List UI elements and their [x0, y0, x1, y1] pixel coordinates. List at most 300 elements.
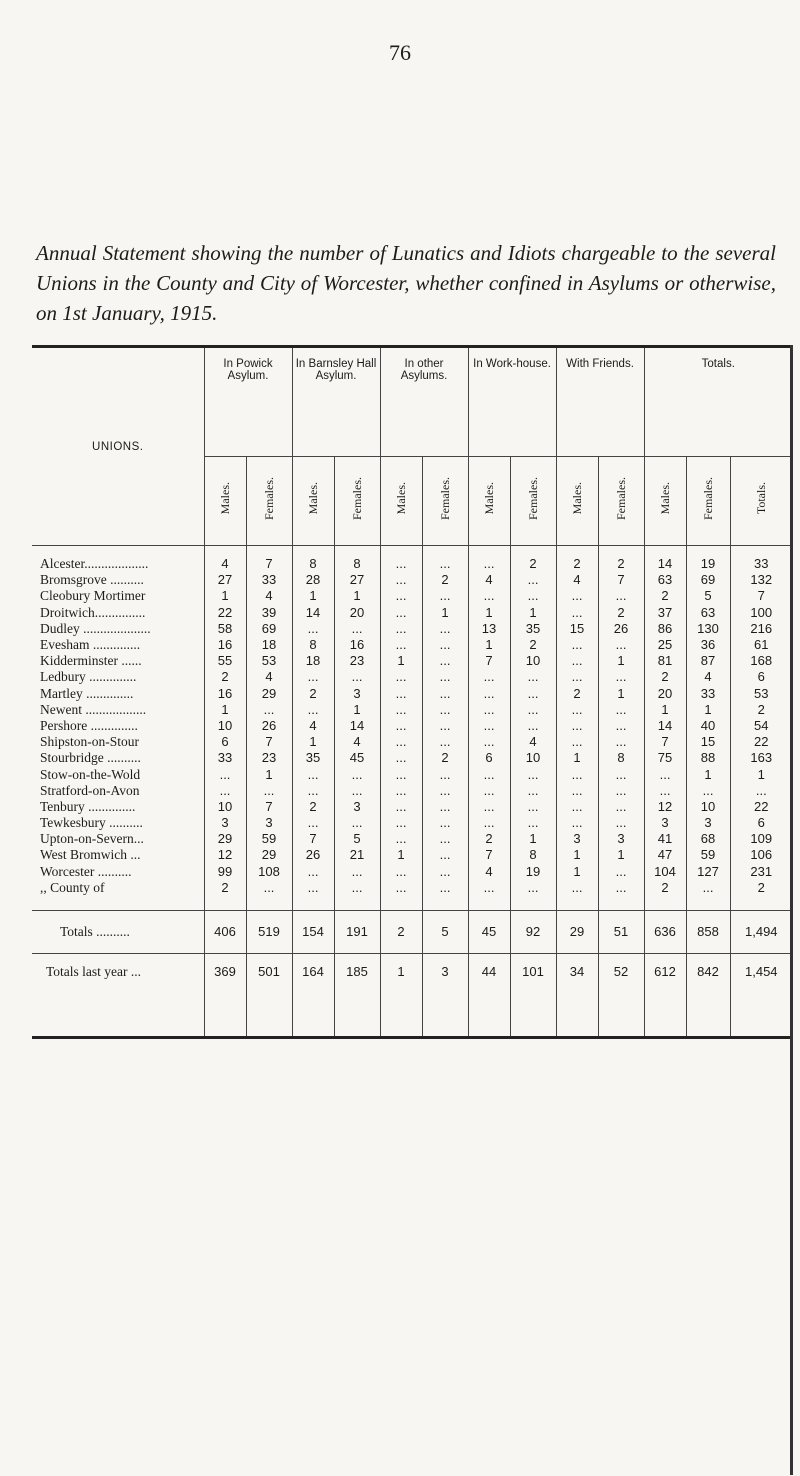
sub-header-males: Males.: [204, 457, 246, 546]
union-name: Tenbury ..............: [40, 798, 136, 814]
table-cell: 127: [686, 864, 730, 880]
page-edge-rule: [790, 345, 793, 1475]
table-cell: 58: [204, 621, 246, 637]
group-header-powick: In Powick Asylum.: [204, 347, 292, 457]
table-cell: 3: [598, 831, 644, 847]
table-row: [32, 750, 792, 766]
table-cell: ...: [468, 766, 510, 782]
table-cell: ...: [510, 686, 556, 702]
table-cell: ...: [292, 864, 334, 880]
union-name: Worcester ..........: [40, 863, 132, 879]
table-cell: 4: [468, 572, 510, 588]
table-row: [32, 864, 792, 880]
table-cell: 47: [644, 847, 686, 863]
totals-row: [32, 910, 792, 953]
table-cell: ...: [556, 588, 598, 604]
table-cell: ...: [380, 831, 422, 847]
union-name: Stourbridge ..........: [40, 750, 141, 766]
table-cell: ...: [380, 799, 422, 815]
table-cell: 37: [644, 605, 686, 621]
table-cell: 1: [380, 847, 422, 863]
table-cell: ...: [556, 653, 598, 669]
table-cell: 33: [686, 686, 730, 702]
table-cell: 55: [204, 653, 246, 669]
table-cell: ...: [468, 718, 510, 734]
table-cell: ...: [334, 815, 380, 831]
table-cell: ...: [598, 637, 644, 653]
sub-header-females: Females.: [334, 457, 380, 546]
table-cell: ...: [644, 766, 686, 782]
table-cell: 63: [644, 572, 686, 588]
table-cell: ...: [556, 605, 598, 621]
table-cell: ...: [468, 815, 510, 831]
table-cell: ...: [510, 880, 556, 896]
table-cell: ...: [334, 880, 380, 896]
table-cell: 87: [686, 653, 730, 669]
table-cell: 22: [730, 734, 792, 750]
table-cell: 5: [686, 588, 730, 604]
table-cell: 26: [246, 718, 292, 734]
sub-header-males: Males.: [380, 457, 422, 546]
table-cell: ...: [422, 718, 468, 734]
table-cell: 75: [644, 750, 686, 766]
spacer-cell: [422, 896, 468, 911]
table-cell: 4: [556, 572, 598, 588]
table-cell: ...: [686, 783, 730, 799]
table-cell: ...: [598, 799, 644, 815]
table-cell: 20: [334, 605, 380, 621]
table-cell: 29: [204, 831, 246, 847]
table-cell: 1: [598, 847, 644, 863]
group-header-other-asylums: In other Asylums.: [380, 347, 468, 457]
sub-header-females: Females.: [510, 457, 556, 546]
table-row: [32, 605, 792, 621]
table-cell: ...: [246, 880, 292, 896]
table-cell: ...: [334, 864, 380, 880]
table-cell: 1: [556, 750, 598, 766]
union-name: Totals last year ...: [32, 953, 204, 1037]
table-cell: ...: [292, 702, 334, 718]
table-cell: ...: [510, 815, 556, 831]
table-cell: ...: [380, 750, 422, 766]
table-cell: 612: [644, 953, 686, 1037]
union-name: Upton-on-Severn...: [40, 831, 144, 847]
table-cell: 35: [510, 621, 556, 637]
table-row: [32, 588, 792, 604]
table-cell: 61: [730, 637, 792, 653]
table-cell: ...: [380, 864, 422, 880]
table-cell: ...: [598, 815, 644, 831]
table-cell: 132: [730, 572, 792, 588]
table-cell: 1: [556, 864, 598, 880]
table-cell: ...: [422, 702, 468, 718]
table-cell: 519: [246, 910, 292, 953]
table-cell: ...: [510, 702, 556, 718]
union-name: Martley ..............: [40, 685, 134, 701]
table-cell: 2: [510, 546, 556, 573]
table-cell: 7: [598, 572, 644, 588]
table-cell: ...: [422, 783, 468, 799]
table-cell: 231: [730, 864, 792, 880]
table-cell: 15: [556, 621, 598, 637]
spacer-cell: [468, 896, 510, 911]
table-cell: 369: [204, 953, 246, 1037]
table-cell: ...: [380, 815, 422, 831]
table-cell: ...: [292, 621, 334, 637]
table-cell: ...: [334, 621, 380, 637]
table-cell: ...: [380, 588, 422, 604]
union-name: Totals ..........: [32, 910, 204, 953]
table-cell: 4: [246, 669, 292, 685]
union-name: Shipston-on-Stour: [40, 734, 140, 750]
table-cell: 1: [292, 588, 334, 604]
table-cell: 4: [334, 734, 380, 750]
union-name: Newent ..................: [40, 701, 147, 717]
table-cell: ...: [422, 686, 468, 702]
spacer-cell: [510, 896, 556, 911]
table-cell: ...: [380, 766, 422, 782]
spacer-cell: [292, 896, 334, 911]
table-cell: 8: [334, 546, 380, 573]
table-cell: 6: [730, 815, 792, 831]
table-cell: 2: [598, 546, 644, 573]
table-cell: 7: [246, 734, 292, 750]
table-cell: 14: [334, 718, 380, 734]
table-cell: 92: [510, 910, 556, 953]
table-cell: 7: [468, 653, 510, 669]
table-cell: 1: [644, 702, 686, 718]
table-cell: ...: [556, 766, 598, 782]
table-cell: ...: [292, 669, 334, 685]
table-cell: ...: [556, 669, 598, 685]
table-cell: ...: [380, 637, 422, 653]
table-cell: 52: [598, 953, 644, 1037]
spacer-cell: [644, 896, 686, 911]
table-cell: ...: [422, 799, 468, 815]
table-cell: 1: [334, 588, 380, 604]
table-cell: ...: [334, 669, 380, 685]
table-row: [32, 686, 792, 702]
table-cell: ...: [380, 734, 422, 750]
table-cell: 12: [644, 799, 686, 815]
table-cell: 63: [686, 605, 730, 621]
table-cell: 22: [204, 605, 246, 621]
table-cell: 69: [686, 572, 730, 588]
union-name: Stratford-on-Avon: [40, 782, 140, 798]
table-cell: 14: [644, 718, 686, 734]
table-row: [32, 766, 792, 782]
table-cell: ...: [422, 831, 468, 847]
table-cell: 28: [292, 572, 334, 588]
table-cell: 1: [556, 847, 598, 863]
table-cell: 2: [204, 669, 246, 685]
table-row: [32, 799, 792, 815]
union-name: Kidderminster ......: [40, 653, 142, 669]
table-cell: 858: [686, 910, 730, 953]
table-cell: ...: [468, 669, 510, 685]
table-cell: 8: [292, 546, 334, 573]
table-cell: 1: [292, 734, 334, 750]
table-cell: 6: [730, 669, 792, 685]
table-cell: 8: [292, 637, 334, 653]
table-cell: 27: [334, 572, 380, 588]
table-cell: 5: [334, 831, 380, 847]
table-cell: ...: [598, 880, 644, 896]
table-cell: 6: [204, 734, 246, 750]
table-cell: 53: [246, 653, 292, 669]
table-cell: 16: [204, 686, 246, 702]
table-cell: 86: [644, 621, 686, 637]
table-cell: ...: [422, 864, 468, 880]
table-cell: 2: [204, 880, 246, 896]
unions-header: UNIONS.: [32, 347, 204, 546]
table-cell: 8: [510, 847, 556, 863]
table-cell: 1: [204, 588, 246, 604]
table-cell: 130: [686, 621, 730, 637]
table-cell: 10: [204, 718, 246, 734]
table-cell: 22: [730, 799, 792, 815]
sub-header-males: Males.: [556, 457, 598, 546]
table-cell: 33: [246, 572, 292, 588]
table-cell: 842: [686, 953, 730, 1037]
table-cell: 99: [204, 864, 246, 880]
table-cell: ...: [380, 702, 422, 718]
spacer-cell: [380, 896, 422, 911]
spacer-row: [32, 896, 792, 911]
table-cell: ...: [598, 718, 644, 734]
table-cell: ...: [380, 621, 422, 637]
table-cell: 16: [334, 637, 380, 653]
table-cell: 25: [644, 637, 686, 653]
table-cell: 1: [510, 605, 556, 621]
table-cell: ...: [510, 799, 556, 815]
union-name: Bromsgrove ..........: [40, 572, 144, 588]
table-cell: ...: [598, 864, 644, 880]
table-cell: 7: [292, 831, 334, 847]
table-cell: 191: [334, 910, 380, 953]
table-cell: ...: [246, 702, 292, 718]
union-name: Dudley ....................: [40, 620, 151, 636]
table-cell: 4: [686, 669, 730, 685]
table-cell: 13: [468, 621, 510, 637]
table-cell: 81: [644, 653, 686, 669]
union-name: Stow-on-the-Wold: [40, 766, 141, 782]
table-cell: 29: [556, 910, 598, 953]
table-cell: 27: [204, 572, 246, 588]
table-cell: 106: [730, 847, 792, 863]
table-cell: 1: [468, 637, 510, 653]
table-row: [32, 783, 792, 799]
table-cell: ...: [468, 588, 510, 604]
spacer-cell: [598, 896, 644, 911]
table-cell: ...: [598, 766, 644, 782]
table-cell: ...: [556, 702, 598, 718]
table-cell: 69: [246, 621, 292, 637]
table-cell: 12: [204, 847, 246, 863]
sub-header-females: Females.: [686, 457, 730, 546]
table-cell: 18: [292, 653, 334, 669]
table-cell: 4: [468, 864, 510, 880]
table-row: [32, 546, 792, 573]
table-cell: 4: [510, 734, 556, 750]
table-cell: 2: [644, 588, 686, 604]
table-cell: ...: [598, 783, 644, 799]
table-cell: 1: [380, 953, 422, 1037]
table-cell: ...: [556, 880, 598, 896]
table-row: [32, 718, 792, 734]
table-cell: 3: [204, 815, 246, 831]
table-cell: 168: [730, 653, 792, 669]
table-cell: 2: [644, 669, 686, 685]
table-cell: 36: [686, 637, 730, 653]
table-cell: 1: [598, 653, 644, 669]
table-cell: 1: [686, 766, 730, 782]
table-cell: 2: [510, 637, 556, 653]
table-cell: ...: [422, 766, 468, 782]
table-cell: 29: [246, 847, 292, 863]
table-cell: 185: [334, 953, 380, 1037]
sub-header-males: Males.: [644, 457, 686, 546]
table-cell: 8: [598, 750, 644, 766]
table-cell: 88: [686, 750, 730, 766]
table-cell: 1: [204, 702, 246, 718]
spacer-cell: [32, 896, 204, 911]
table-cell: 10: [510, 750, 556, 766]
table-cell: 16: [204, 637, 246, 653]
table-cell: 10: [686, 799, 730, 815]
table-row: [32, 653, 792, 669]
sub-header-males: Males.: [468, 457, 510, 546]
page-number: 76: [389, 40, 411, 65]
table-cell: ...: [422, 847, 468, 863]
table-cell: 1: [334, 702, 380, 718]
spacer-cell: [204, 896, 246, 911]
table-cell: ...: [510, 783, 556, 799]
spacer-cell: [334, 896, 380, 911]
table-cell: ...: [468, 783, 510, 799]
table-cell: 1: [510, 831, 556, 847]
table-cell: ...: [422, 734, 468, 750]
table-cell: ...: [598, 702, 644, 718]
table-row: [32, 702, 792, 718]
table-cell: 216: [730, 621, 792, 637]
table-cell: 39: [246, 605, 292, 621]
table-cell: 3: [556, 831, 598, 847]
table-cell: ...: [292, 815, 334, 831]
table-cell: ...: [380, 546, 422, 573]
table-cell: 44: [468, 953, 510, 1037]
table-cell: ...: [380, 605, 422, 621]
table-cell: 154: [292, 910, 334, 953]
table-cell: 59: [246, 831, 292, 847]
union-name: West Bromwich ...: [40, 847, 141, 863]
lunatics-statement-table: [32, 345, 792, 1039]
table-cell: 26: [598, 621, 644, 637]
table-cell: 19: [510, 864, 556, 880]
table-cell: 7: [246, 546, 292, 573]
table-cell: 2: [556, 546, 598, 573]
table-cell: 7: [730, 588, 792, 604]
table-cell: 3: [334, 686, 380, 702]
table-cell: 2: [380, 910, 422, 953]
table-cell: ...: [468, 799, 510, 815]
table-cell: ...: [468, 734, 510, 750]
table-body: [32, 546, 792, 1038]
table-cell: 164: [292, 953, 334, 1037]
table-cell: 1: [686, 702, 730, 718]
table-cell: ...: [686, 880, 730, 896]
table-cell: ...: [292, 783, 334, 799]
table-cell: 109: [730, 831, 792, 847]
table-cell: 14: [644, 546, 686, 573]
table-cell: ...: [422, 653, 468, 669]
table-cell: 2: [468, 831, 510, 847]
table-cell: ...: [510, 718, 556, 734]
table-cell: 29: [246, 686, 292, 702]
table-cell: ...: [510, 572, 556, 588]
table-cell: ...: [598, 588, 644, 604]
table-cell: 1: [422, 605, 468, 621]
table-cell: ...: [422, 588, 468, 604]
table-cell: 40: [686, 718, 730, 734]
totals-last-year-row: [32, 953, 792, 1037]
table-cell: ...: [468, 880, 510, 896]
table-cell: 1: [380, 653, 422, 669]
table-cell: 10: [204, 799, 246, 815]
spacer-cell: [686, 896, 730, 911]
union-name: Droitwich...............: [40, 604, 146, 620]
union-name: Pershore ..............: [40, 717, 138, 733]
table-cell: 54: [730, 718, 792, 734]
table-cell: ...: [422, 669, 468, 685]
table-cell: 15: [686, 734, 730, 750]
table-cell: 26: [292, 847, 334, 863]
table-cell: ...: [292, 766, 334, 782]
table-row: [32, 734, 792, 750]
table-cell: ...: [556, 799, 598, 815]
table-cell: 2: [598, 605, 644, 621]
table-cell: 21: [334, 847, 380, 863]
table-row: [32, 621, 792, 637]
sub-header-females: Females.: [422, 457, 468, 546]
table-cell: 34: [556, 953, 598, 1037]
table-cell: 108: [246, 864, 292, 880]
table-cell: 2: [292, 686, 334, 702]
table-cell: ...: [334, 783, 380, 799]
table-cell: ...: [468, 702, 510, 718]
table-cell: ...: [422, 546, 468, 573]
table-cell: 51: [598, 910, 644, 953]
sub-header-females: Females.: [246, 457, 292, 546]
table-cell: 68: [686, 831, 730, 847]
table-cell: ...: [468, 546, 510, 573]
table-cell: 636: [644, 910, 686, 953]
table-cell: ...: [246, 783, 292, 799]
table-cell: 18: [246, 637, 292, 653]
table-cell: ...: [598, 734, 644, 750]
table-cell: ...: [422, 637, 468, 653]
table-cell: ...: [334, 766, 380, 782]
table-cell: 20: [644, 686, 686, 702]
table-row: [32, 815, 792, 831]
group-header-workhouse: In Work-house.: [468, 347, 556, 457]
union-name: Alcester...................: [40, 556, 149, 572]
table-cell: ...: [510, 588, 556, 604]
table-cell: 33: [204, 750, 246, 766]
table-cell: 2: [292, 799, 334, 815]
table-cell: 2: [556, 686, 598, 702]
table-cell: 2: [730, 702, 792, 718]
